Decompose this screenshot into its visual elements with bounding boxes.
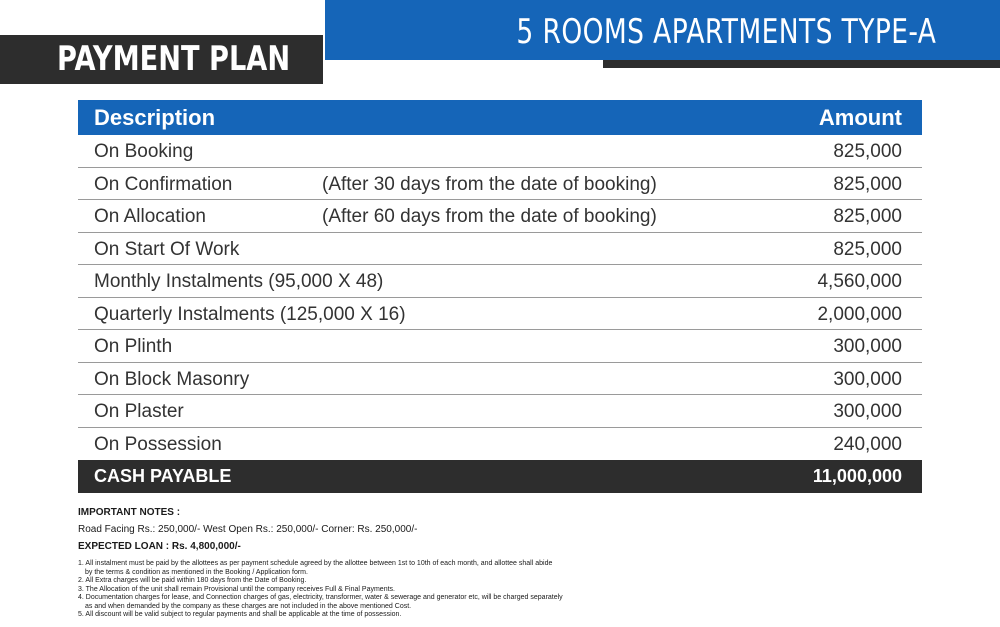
table-row bbox=[78, 298, 922, 331]
row-amount: 300,000 bbox=[833, 401, 902, 422]
total-amount: 11,000,000 bbox=[812, 466, 902, 486]
table-row bbox=[78, 265, 922, 298]
note-item: 5. All discount will be valid subject to regular payments and shall be applicable at the time of possession. bbox=[78, 611, 402, 618]
row-description: Quarterly Instalments (125,000 X 16) bbox=[94, 303, 406, 325]
note-item: 1. All instalment must be paid by the allottees as per payment schedule agreed by the allottee between 1st to 10th of each month, and allottee shall abide bbox=[78, 560, 553, 567]
row-amount: 240,000 bbox=[833, 433, 902, 455]
column-header-description: Description bbox=[94, 104, 216, 130]
row-amount: 2,000,000 bbox=[817, 303, 902, 325]
header-accent-bar bbox=[603, 60, 1000, 68]
note-item: by the terms & condition as mentioned in the Booking / Application form. bbox=[85, 568, 308, 576]
row-amount: 825,000 bbox=[833, 206, 902, 227]
row-amount: 825,000 bbox=[833, 173, 902, 195]
payment-plan-label bbox=[0, 35, 323, 84]
notes-heading: IMPORTANT NOTES : bbox=[78, 507, 181, 518]
row-description: On Plinth bbox=[94, 336, 173, 357]
notes-list bbox=[78, 560, 958, 620]
table-row bbox=[78, 428, 922, 461]
note-item: 2. All Extra charges will be paid within 180 days from the Date of Booking. bbox=[78, 577, 307, 584]
note-item: 3. The Allocation of the unit shall remain Provisional until the company receives Full & Final Payments. bbox=[78, 585, 395, 593]
row-description: On Confirmation bbox=[94, 173, 233, 195]
row-note: (After 30 days from the date of booking) bbox=[322, 173, 657, 195]
table-row bbox=[78, 135, 922, 168]
row-amount: 300,000 bbox=[833, 336, 902, 357]
expected-loan: EXPECTED LOAN : Rs. 4,800,000/- bbox=[78, 541, 241, 552]
row-amount: 825,000 bbox=[833, 141, 902, 162]
row-amount: 825,000 bbox=[833, 238, 902, 260]
row-amount: 4,560,000 bbox=[817, 271, 902, 292]
page-title: 5 ROOMS APARTMENTS TYPE-A bbox=[516, 12, 936, 52]
row-description: On Plaster bbox=[94, 401, 184, 422]
total-row bbox=[78, 460, 922, 493]
table-header bbox=[78, 100, 922, 135]
important-notes bbox=[78, 507, 958, 620]
row-description: On Block Masonry bbox=[94, 368, 250, 390]
table-row bbox=[78, 233, 922, 266]
row-description: On Start Of Work bbox=[94, 238, 240, 260]
row-description: On Booking bbox=[94, 141, 194, 162]
row-description: On Allocation bbox=[94, 206, 206, 227]
row-description: On Possession bbox=[94, 433, 222, 455]
note-item: as and when demanded by the company as these charges are not included in the above mentioned Cost. bbox=[85, 602, 412, 610]
payment-plan-label-text: PAYMENT PLAN bbox=[57, 39, 291, 79]
total-label: CASH PAYABLE bbox=[94, 466, 232, 486]
table-row bbox=[78, 330, 922, 363]
table-row bbox=[78, 395, 922, 428]
table-row bbox=[78, 168, 922, 201]
row-description: Monthly Instalments (95,000 X 48) bbox=[94, 271, 384, 292]
note-item: 4. Documentation charges for lease, and Connection charges of gas, electricity, transformer, water & sewerage and generator etc, will be charged separately bbox=[78, 594, 563, 601]
row-note: (After 60 days from the date of booking) bbox=[322, 206, 657, 227]
table-row bbox=[78, 363, 922, 396]
payment-table bbox=[78, 100, 922, 493]
column-header-amount: Amount bbox=[818, 104, 902, 130]
table-row bbox=[78, 200, 922, 233]
row-amount: 300,000 bbox=[833, 368, 902, 390]
extra-charges: Road Facing Rs.: 250,000/- West Open Rs.: 250,000/- Corner: Rs. 250,000/- bbox=[78, 524, 418, 535]
